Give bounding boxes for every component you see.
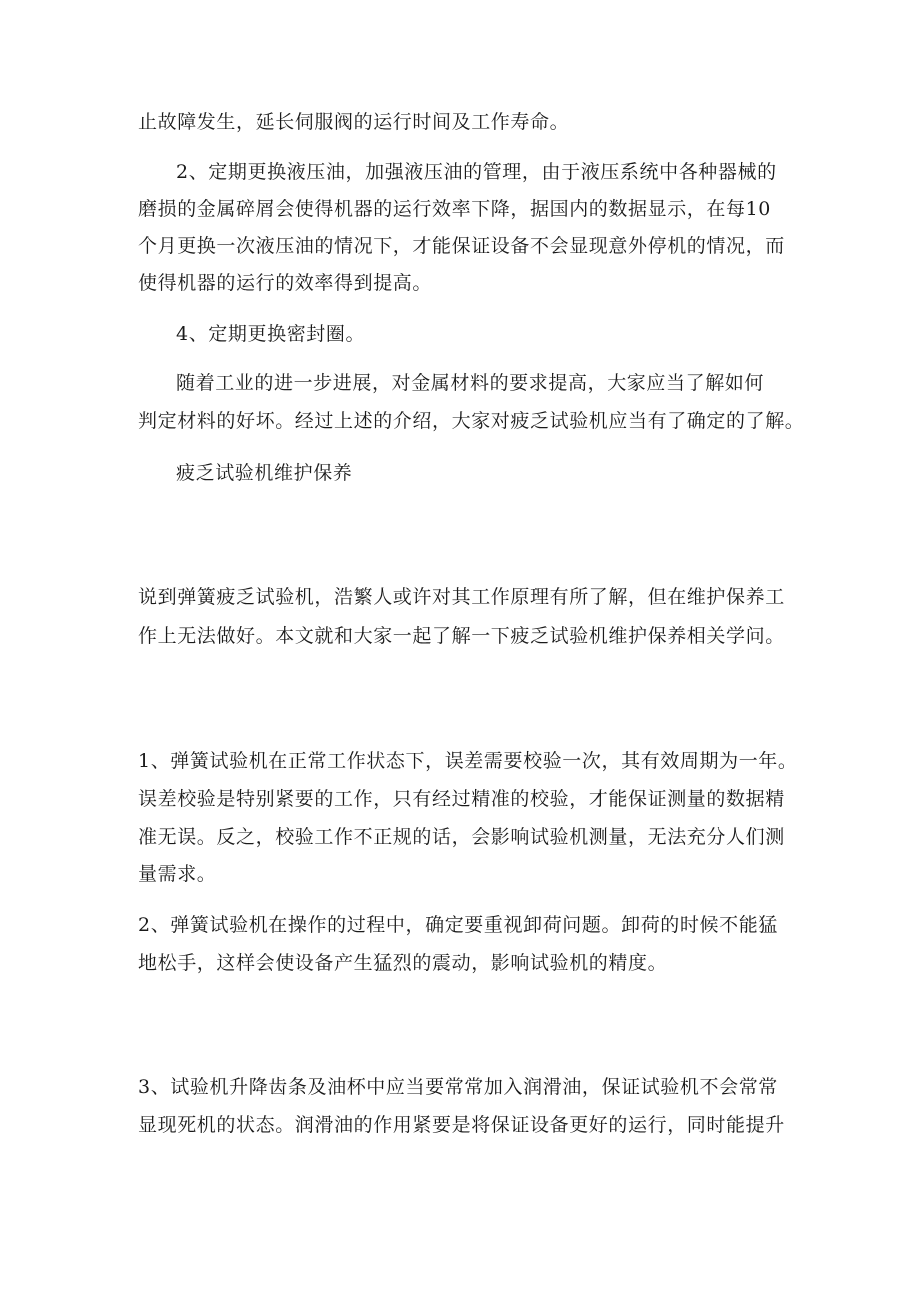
paragraph-line: 量需求。 — [138, 863, 217, 885]
paragraph-line: 使得机器的运行的效率得到提高。 — [138, 272, 433, 294]
paragraph-line: 2、定期更换液压油，加强液压油的管理，由于液压系统中各种器械的 — [176, 161, 777, 183]
paragraph-line: 作上无法做好。本文就和大家一起了解一下疲乏试验机维护保养相关学问。 — [138, 625, 785, 647]
paragraph-line: 止故障发生，延长伺服阀的运行时间及工作寿命。 — [138, 111, 570, 133]
paragraph-line: 显现死机的状态。润滑油的作用紧要是将保证设备更好的运行，同时能提升 — [138, 1114, 785, 1136]
paragraph-line: 4、定期更换密封圈。 — [176, 323, 366, 345]
paragraph-line: 误差校验是特别紧要的工作，只有经过精准的校验，才能保证测量的数据精 — [138, 788, 785, 810]
paragraph-line: 个月更换一次液压油的情况下，才能保证设备不会显现意外停机的情况，而 — [138, 235, 785, 257]
paragraph-line: 3、试验机升降齿条及油杯中应当要常常加入润滑油，保证试验机不会常常 — [138, 1076, 778, 1098]
paragraph-line: 随着工业的进一步进展，对金属材料的要求提高，大家应当了解如何 — [176, 372, 765, 394]
section-heading: 疲乏试验机维护保养 — [176, 462, 353, 484]
paragraph-line: 磨损的金属碎屑会使得机器的运行效率下降，据国内的数据显示，在每10 — [138, 198, 771, 220]
paragraph-line: 判定材料的好坏。经过上述的介绍，大家对疲乏试验机应当有了确定的了解。 — [138, 410, 805, 432]
paragraph-line: 准无误。反之，校验工作不正规的话，会影响试验机测量，无法充分人们测 — [138, 826, 785, 848]
paragraph-line: 1、弹簧试验机在正常工作状态下，误差需要校验一次，其有效周期为一年。 — [138, 750, 798, 772]
paragraph-line: 说到弹簧疲乏试验机，浩繁人或许对其工作原理有所了解，但在维护保养工 — [138, 586, 785, 608]
paragraph-line: 2、弹簧试验机在操作的过程中，确定要重视卸荷问题。卸荷的时候不能猛 — [138, 914, 778, 936]
paragraph-line: 地松手，这样会使设备产生猛烈的震动，影响试验机的精度。 — [138, 952, 668, 974]
